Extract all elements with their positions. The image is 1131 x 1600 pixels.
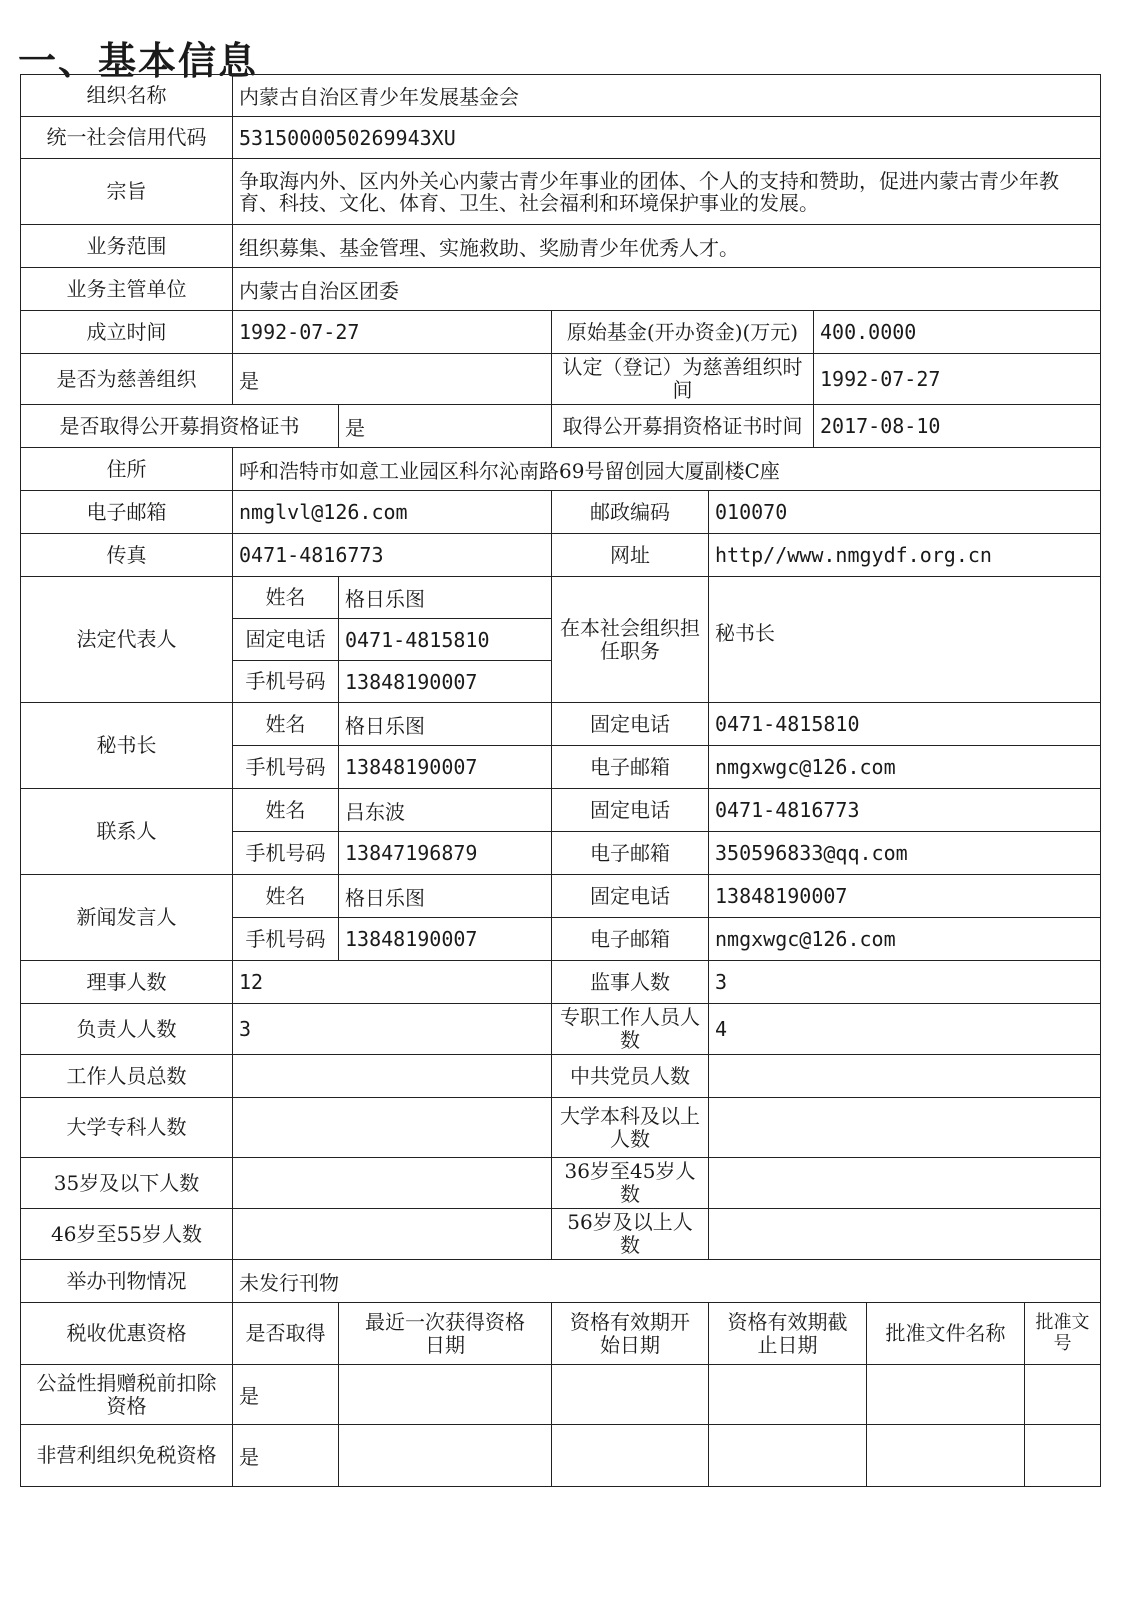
value-purpose: 争取海内外、区内外关心内蒙古青少年事业的团体、个人的支持和赞助，促进内蒙古青少年教育、科技、文化、体育、卫生、社会福利和环境保护事业的发展。 <box>233 159 1101 225</box>
label-postcode: 邮政编码 <box>552 491 709 534</box>
value-sg-mobile: 13848190007 <box>339 746 552 789</box>
value-contact-email: 350596833@qq.com <box>709 832 1101 875</box>
label-charity-date: 认定（登记）为慈善组织时间 <box>552 354 814 405</box>
value-legal-rep-mobile: 13848190007 <box>339 661 552 703</box>
value-legal-rep-position: 秘书长 <box>709 577 1101 703</box>
value-supervisors-count: 3 <box>709 961 1101 1004</box>
value-legal-rep-name: 格日乐图 <box>339 577 552 619</box>
label-age-56-above: 56岁及以上人数 <box>552 1209 709 1260</box>
label-legal-rep-name: 姓名 <box>233 577 339 619</box>
label-cpc-members: 中共党员人数 <box>552 1055 709 1098</box>
label-supervisor: 业务主管单位 <box>21 268 233 311</box>
label-email: 电子邮箱 <box>21 491 233 534</box>
value-donation-valid-start <box>552 1365 709 1425</box>
label-sg-name: 姓名 <box>233 703 339 746</box>
label-credit-code: 统一社会信用代码 <box>21 117 233 159</box>
value-spokesperson-landline: 13848190007 <box>709 875 1101 918</box>
label-website: 网址 <box>552 534 709 577</box>
value-fundraising-date: 2017-08-10 <box>814 405 1101 448</box>
label-contact-person: 联系人 <box>21 789 233 875</box>
label-position-in-org: 在本社会组织担任职务 <box>552 577 709 703</box>
value-address: 呼和浩特市如意工业园区科尔沁南路69号留创园大厦副楼C座 <box>233 448 1101 491</box>
value-founded: 1992-07-27 <box>233 311 552 354</box>
label-legal-rep-landline: 固定电话 <box>233 619 339 661</box>
label-contact-name: 姓名 <box>233 789 339 832</box>
label-leaders-count: 负责人人数 <box>21 1004 233 1055</box>
label-sg-mobile: 手机号码 <box>233 746 339 789</box>
label-business-scope: 业务范围 <box>21 225 233 268</box>
value-contact-mobile: 13847196879 <box>339 832 552 875</box>
value-initial-fund: 400.0000 <box>814 311 1101 354</box>
label-sg-email: 电子邮箱 <box>552 746 709 789</box>
value-fax: 0471-4816773 <box>233 534 552 577</box>
header-valid-start: 资格有效期开始日期 <box>552 1303 709 1365</box>
label-college-diploma: 大学专科人数 <box>21 1098 233 1158</box>
label-fundraising-date: 取得公开募捐资格证书时间 <box>552 405 814 448</box>
label-bachelor-above: 大学本科及以上人数 <box>552 1098 709 1158</box>
header-approval-doc-name: 批准文件名称 <box>867 1303 1025 1365</box>
value-publications: 未发行刊物 <box>233 1260 1101 1303</box>
basic-info-table <box>20 74 1101 1487</box>
value-leaders-count: 3 <box>233 1004 552 1055</box>
value-cpc-members <box>709 1055 1101 1098</box>
value-credit-code: 5315000050269943XU <box>233 117 1101 159</box>
page-title: 一、基本信息 <box>18 39 259 83</box>
label-spokesperson-email: 电子邮箱 <box>552 918 709 961</box>
label-initial-fund: 原始基金(开办资金)(万元) <box>552 311 814 354</box>
label-total-staff: 工作人员总数 <box>21 1055 233 1098</box>
value-donation-approval-doc-no <box>1025 1365 1101 1425</box>
label-is-charity: 是否为慈善组织 <box>21 354 233 405</box>
value-age-35-below <box>233 1158 552 1209</box>
label-legal-rep-mobile: 手机号码 <box>233 661 339 703</box>
value-charity-date: 1992-07-27 <box>814 354 1101 405</box>
label-contact-landline: 固定电话 <box>552 789 709 832</box>
value-contact-landline: 0471-4816773 <box>709 789 1101 832</box>
label-org-name: 组织名称 <box>21 75 233 117</box>
label-founded: 成立时间 <box>21 311 233 354</box>
label-age-35-below: 35岁及以下人数 <box>21 1158 233 1209</box>
value-directors-count: 12 <box>233 961 552 1004</box>
value-business-scope: 组织募集、基金管理、实施救助、奖励青少年优秀人才。 <box>233 225 1101 268</box>
label-nonprofit-exemption: 非营利组织免税资格 <box>21 1425 233 1487</box>
value-legal-rep-landline: 0471-4815810 <box>339 619 552 661</box>
label-sg-landline: 固定电话 <box>552 703 709 746</box>
value-supervisor: 内蒙古自治区团委 <box>233 268 1101 311</box>
value-age-36-45 <box>709 1158 1101 1209</box>
value-public-fundraising: 是 <box>339 405 552 448</box>
value-donation-valid-end <box>709 1365 867 1425</box>
value-sg-email: nmgxwgc@126.com <box>709 746 1101 789</box>
value-college-diploma <box>233 1098 552 1158</box>
value-contact-name: 吕东波 <box>339 789 552 832</box>
label-publications: 举办刊物情况 <box>21 1260 233 1303</box>
value-postcode: 010070 <box>709 491 1101 534</box>
label-spokesperson-name: 姓名 <box>233 875 339 918</box>
label-secretary-general: 秘书长 <box>21 703 233 789</box>
value-donation-deduction-obtained: 是 <box>233 1365 339 1425</box>
value-org-name: 内蒙古自治区青少年发展基金会 <box>233 75 1101 117</box>
label-supervisors-count: 监事人数 <box>552 961 709 1004</box>
value-nonprofit-latest-date <box>339 1425 552 1487</box>
label-spokesperson-mobile: 手机号码 <box>233 918 339 961</box>
value-sg-name: 格日乐图 <box>339 703 552 746</box>
label-contact-mobile: 手机号码 <box>233 832 339 875</box>
label-fulltime-staff: 专职工作人员人数 <box>552 1004 709 1055</box>
value-age-56-above <box>709 1209 1101 1260</box>
value-email: nmglvl@126.com <box>233 491 552 534</box>
header-obtained: 是否取得 <box>233 1303 339 1365</box>
value-nonprofit-valid-start <box>552 1425 709 1487</box>
value-website: http//www.nmgydf.org.cn <box>709 534 1101 577</box>
header-approval-doc-no: 批准文号 <box>1025 1303 1101 1365</box>
label-age-46-55: 46岁至55岁人数 <box>21 1209 233 1260</box>
label-donation-deduction: 公益性捐赠税前扣除资格 <box>21 1365 233 1425</box>
value-bachelor-above <box>709 1098 1101 1158</box>
value-spokesperson-name: 格日乐图 <box>339 875 552 918</box>
value-nonprofit-approval-doc-name <box>867 1425 1025 1487</box>
label-legal-rep: 法定代表人 <box>21 577 233 703</box>
label-purpose: 宗旨 <box>21 159 233 225</box>
value-donation-latest-date <box>339 1365 552 1425</box>
label-directors-count: 理事人数 <box>21 961 233 1004</box>
value-nonprofit-valid-end <box>709 1425 867 1487</box>
label-public-fundraising: 是否取得公开募捐资格证书 <box>21 405 339 448</box>
value-is-charity: 是 <box>233 354 552 405</box>
label-tax-preference: 税收优惠资格 <box>21 1303 233 1365</box>
value-spokesperson-mobile: 13848190007 <box>339 918 552 961</box>
value-total-staff <box>233 1055 552 1098</box>
value-nonprofit-exemption-obtained: 是 <box>233 1425 339 1487</box>
header-valid-end: 资格有效期截止日期 <box>709 1303 867 1365</box>
value-sg-landline: 0471-4815810 <box>709 703 1101 746</box>
value-age-46-55 <box>233 1209 552 1260</box>
label-fax: 传真 <box>21 534 233 577</box>
label-spokesperson-landline: 固定电话 <box>552 875 709 918</box>
label-contact-email: 电子邮箱 <box>552 832 709 875</box>
label-spokesperson: 新闻发言人 <box>21 875 233 961</box>
value-nonprofit-approval-doc-no <box>1025 1425 1101 1487</box>
value-donation-approval-doc-name <box>867 1365 1025 1425</box>
value-fulltime-staff: 4 <box>709 1004 1101 1055</box>
value-spokesperson-email: nmgxwgc@126.com <box>709 918 1101 961</box>
label-age-36-45: 36岁至45岁人数 <box>552 1158 709 1209</box>
header-latest-date: 最近一次获得资格日期 <box>339 1303 552 1365</box>
label-address: 住所 <box>21 448 233 491</box>
